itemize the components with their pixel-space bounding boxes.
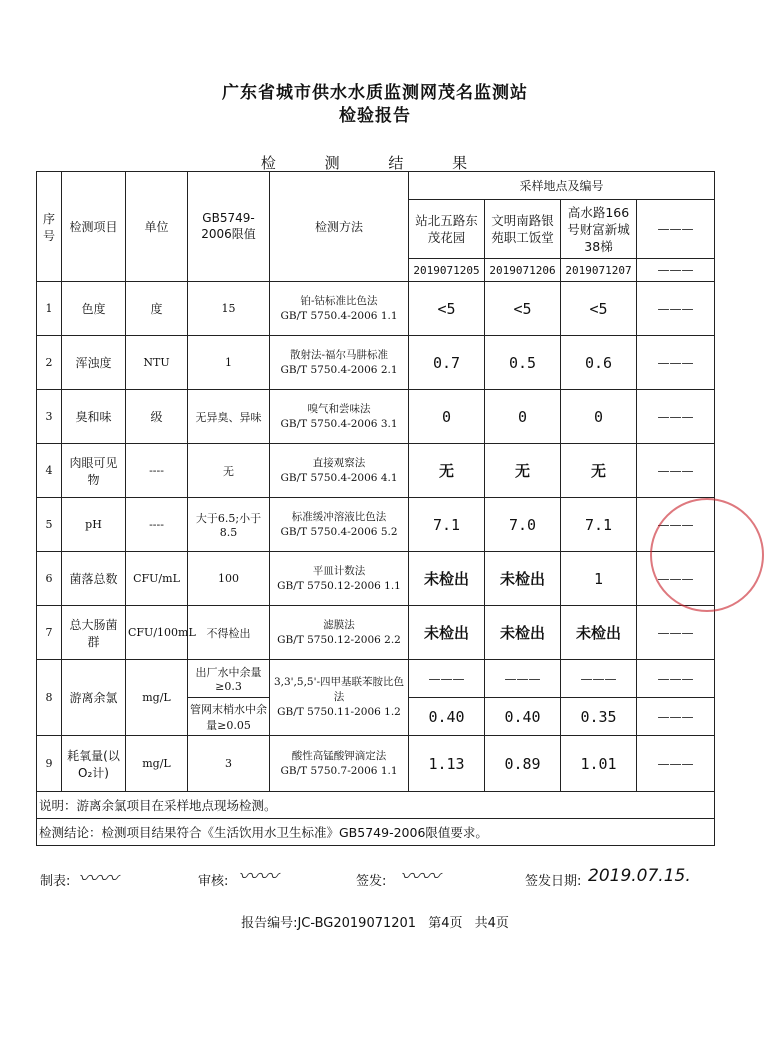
prepared-signature: 〰〰 <box>78 866 118 890</box>
result-cell: 0.35 <box>561 698 637 736</box>
row-method: 3,3',5,5'-四甲基联苯胺比色法 GB/T 5750.11-2006 1.2 <box>270 660 409 736</box>
report-number-line <box>0 912 750 931</box>
sample-code: 2019071207 <box>561 259 637 282</box>
row-no: 7 <box>37 606 62 660</box>
row-unit: ---- <box>126 444 188 498</box>
row-method: 平皿计数法 GB/T 5750.12-2006 1.1 <box>270 552 409 606</box>
results-table <box>36 171 715 846</box>
row-item: 色度 <box>62 282 126 336</box>
result-cell: ——— <box>637 282 715 336</box>
row-unit: mg/L <box>126 736 188 792</box>
table-row <box>37 336 715 390</box>
report-title: 检验报告 <box>339 106 411 126</box>
table-row <box>37 552 715 606</box>
result-cell: 未检出 <box>409 606 485 660</box>
result-cell: 1 <box>561 552 637 606</box>
row-no: 9 <box>37 736 62 792</box>
row-no: 8 <box>37 660 62 736</box>
result-cell: 7.1 <box>561 498 637 552</box>
result-cell: ——— <box>485 660 561 698</box>
result-cell: 0.6 <box>561 336 637 390</box>
row-item: 浑浊度 <box>62 336 126 390</box>
row-unit: 度 <box>126 282 188 336</box>
result-cell: ——— <box>637 444 715 498</box>
result-cell: 未检出 <box>485 606 561 660</box>
result-cell: 无 <box>485 444 561 498</box>
result-cell: ——— <box>409 660 485 698</box>
table-row <box>37 660 715 698</box>
review-label: 审核: <box>198 874 229 889</box>
row-item: pH <box>62 498 126 552</box>
result-cell: 未检出 <box>561 606 637 660</box>
issue-label: 签发: <box>356 874 387 889</box>
signature-row <box>40 866 720 902</box>
row-limit: 管网末梢水中余量≥0.05 <box>188 698 270 736</box>
row-no: 5 <box>37 498 62 552</box>
report-number: 报告编号:JC-BG2019071201 <box>241 916 417 931</box>
result-cell: <5 <box>409 282 485 336</box>
conclusion: 检测结论：检测项目结果符合《生活饮用水卫生标准》GB5749-2006限值要求。 <box>37 819 715 846</box>
review-signature: 〰〰 <box>238 864 278 888</box>
result-cell: 0.7 <box>409 336 485 390</box>
result-cell: ——— <box>637 336 715 390</box>
header-limit: GB5749-2006限值 <box>188 172 270 282</box>
row-limit: 出厂水中余量≥0.3 <box>188 660 270 698</box>
row-limit: 100 <box>188 552 270 606</box>
page-total: 共4页 <box>474 916 509 931</box>
sample-code: 2019071206 <box>485 259 561 282</box>
result-cell: ——— <box>637 698 715 736</box>
result-cell: ——— <box>637 606 715 660</box>
row-unit: NTU <box>126 336 188 390</box>
row-item: 肉眼可见物 <box>62 444 126 498</box>
row-limit: 15 <box>188 282 270 336</box>
header-no: 序号 <box>37 172 62 282</box>
result-cell: ——— <box>637 390 715 444</box>
result-cell: ——— <box>637 660 715 698</box>
row-no: 4 <box>37 444 62 498</box>
page-number: 第4页 <box>428 916 463 931</box>
result-cell: 未检出 <box>485 552 561 606</box>
row-limit: 大于6.5;小于8.5 <box>188 498 270 552</box>
row-no: 2 <box>37 336 62 390</box>
result-cell: 0.40 <box>409 698 485 736</box>
row-no: 1 <box>37 282 62 336</box>
date-value: 2019.07.15. <box>588 866 691 886</box>
row-limit: 1 <box>188 336 270 390</box>
result-cell: 无 <box>561 444 637 498</box>
section-title: 检 测 结 果 <box>260 154 490 172</box>
row-unit: ---- <box>126 498 188 552</box>
row-no: 3 <box>37 390 62 444</box>
result-cell: ——— <box>561 660 637 698</box>
row-method: 嗅气和尝味法 GB/T 5750.4-2006 3.1 <box>270 390 409 444</box>
date-label: 签发日期: <box>525 874 582 889</box>
result-cell: 7.1 <box>409 498 485 552</box>
site-name: 文明南路银苑职工饭堂 <box>485 200 561 259</box>
result-cell: ——— <box>637 552 715 606</box>
site-name: ——— <box>637 200 715 259</box>
table-row <box>37 390 715 444</box>
row-method: 标准缓冲溶液比色法 GB/T 5750.4-2006 5.2 <box>270 498 409 552</box>
row-method: 铂-钴标准比色法 GB/T 5750.4-2006 1.1 <box>270 282 409 336</box>
result-cell: <5 <box>561 282 637 336</box>
report-org-title: 广东省城市供水水质监测网茂名监测站 <box>222 83 528 103</box>
result-cell: 未检出 <box>409 552 485 606</box>
site-name: 高水路166号财富新城38梯 <box>561 200 637 259</box>
row-limit: 3 <box>188 736 270 792</box>
result-cell: ——— <box>637 736 715 792</box>
row-method: 酸性高锰酸钾滴定法 GB/T 5750.7-2006 1.1 <box>270 736 409 792</box>
row-method: 散射法-福尔马肼标准 GB/T 5750.4-2006 2.1 <box>270 336 409 390</box>
table-row <box>37 444 715 498</box>
result-cell: 1.01 <box>561 736 637 792</box>
row-item: 耗氧量(以O₂计) <box>62 736 126 792</box>
red-seal-stamp <box>650 498 764 612</box>
header-method: 检测方法 <box>270 172 409 282</box>
prepared-label: 制表: <box>40 874 71 889</box>
row-method: 直接观察法 GB/T 5750.4-2006 4.1 <box>270 444 409 498</box>
issue-signature: 〰〰 <box>400 864 440 888</box>
row-unit: CFU/100mL <box>126 606 188 660</box>
row-method: 滤膜法 GB/T 5750.12-2006 2.2 <box>270 606 409 660</box>
header-unit: 单位 <box>126 172 188 282</box>
note: 说明：游离余氯项目在采样地点现场检测。 <box>37 792 715 819</box>
row-no: 6 <box>37 552 62 606</box>
result-cell: 0 <box>485 390 561 444</box>
result-cell: <5 <box>485 282 561 336</box>
result-cell: ——— <box>637 498 715 552</box>
row-limit: 无异臭、异味 <box>188 390 270 444</box>
result-cell: 0 <box>409 390 485 444</box>
row-unit: CFU/mL <box>126 552 188 606</box>
result-cell: 0.5 <box>485 336 561 390</box>
row-item: 菌落总数 <box>62 552 126 606</box>
result-cell: 7.0 <box>485 498 561 552</box>
row-limit: 无 <box>188 444 270 498</box>
result-cell: 0.89 <box>485 736 561 792</box>
row-unit: mg/L <box>126 660 188 736</box>
table-row <box>37 282 715 336</box>
sample-code: ——— <box>637 259 715 282</box>
result-cell: 0 <box>561 390 637 444</box>
site-name: 站北五路东茂花园 <box>409 200 485 259</box>
result-cell: 1.13 <box>409 736 485 792</box>
result-cell: 无 <box>409 444 485 498</box>
row-item: 臭和味 <box>62 390 126 444</box>
table-row <box>37 498 715 552</box>
header-sites-group: 采样地点及编号 <box>409 172 715 200</box>
row-item: 总大肠菌群 <box>62 606 126 660</box>
sample-code: 2019071205 <box>409 259 485 282</box>
table-row <box>37 606 715 660</box>
table-row <box>37 736 715 792</box>
header-item: 检测项目 <box>62 172 126 282</box>
row-unit: 级 <box>126 390 188 444</box>
row-limit: 不得检出 <box>188 606 270 660</box>
row-item: 游离余氯 <box>62 660 126 736</box>
result-cell: 0.40 <box>485 698 561 736</box>
